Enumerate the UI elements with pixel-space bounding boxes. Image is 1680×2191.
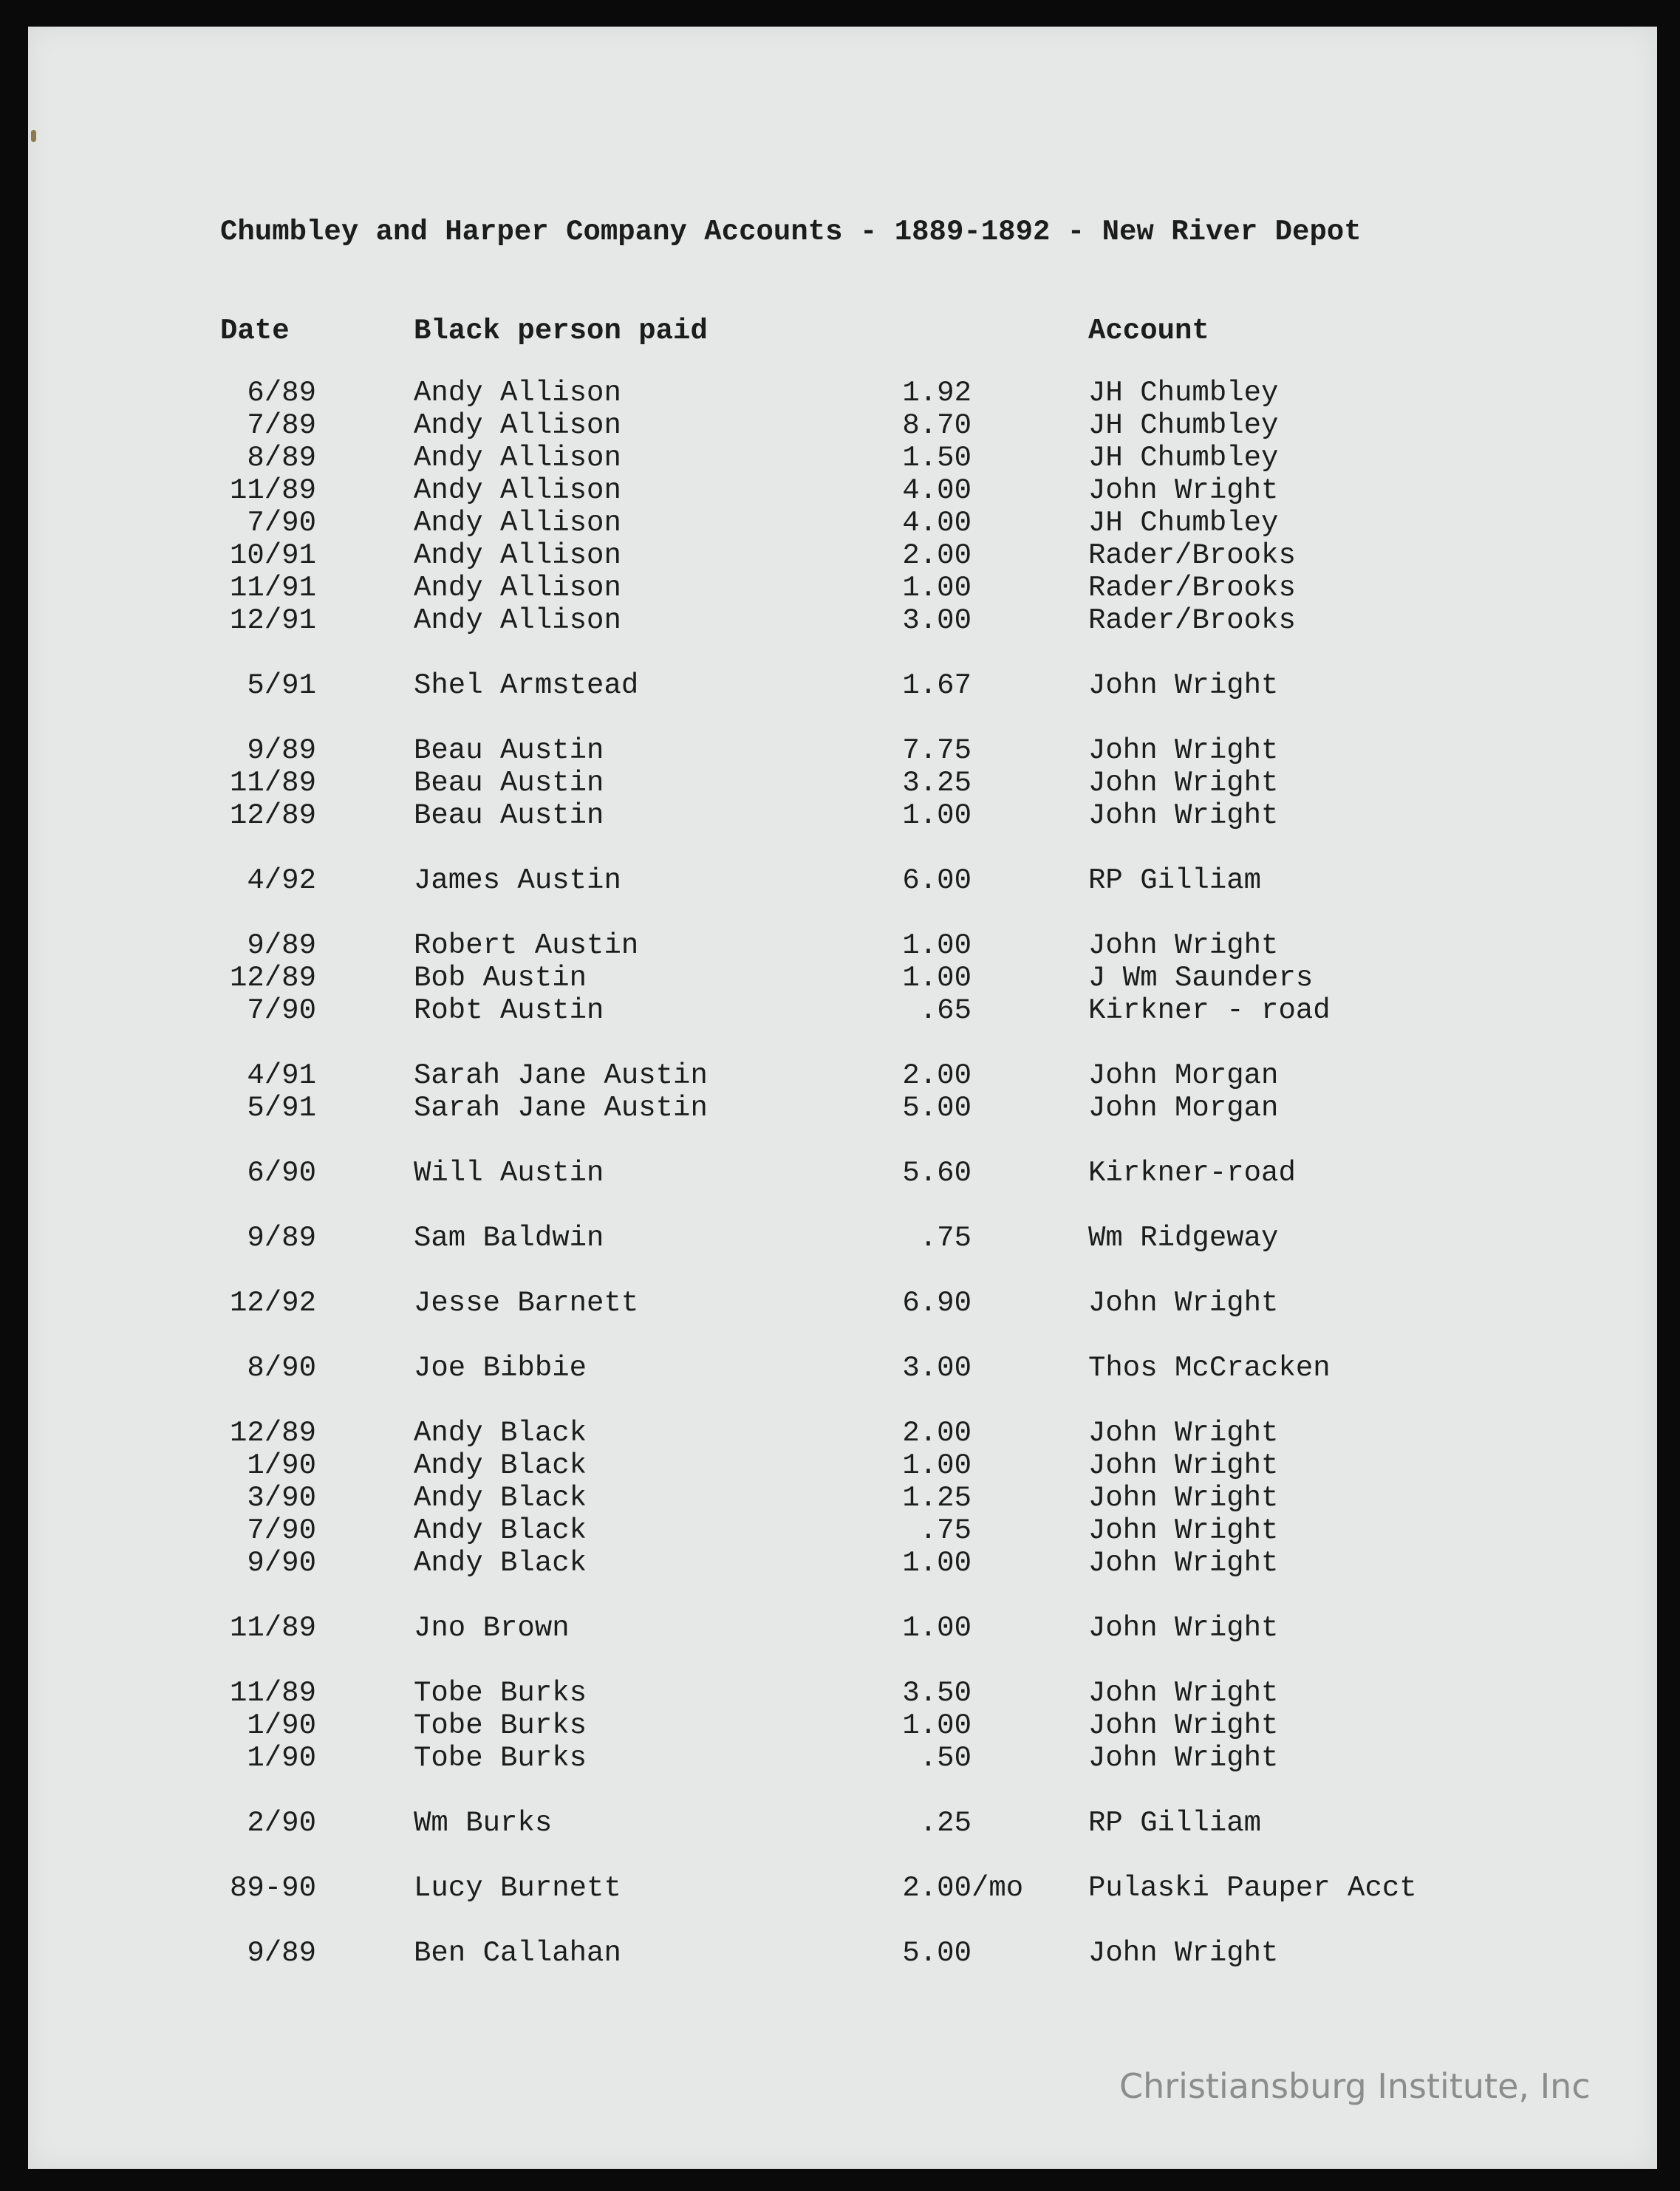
- entry-amount: 1.50: [902, 442, 972, 474]
- entry-amount: 2.00: [902, 1417, 972, 1449]
- entry-date: 9/89: [247, 1222, 316, 1254]
- ledger-entries: [0, 377, 1680, 1969]
- header-date: Date: [220, 315, 290, 347]
- entry-date: 1/90: [247, 1449, 316, 1482]
- entry-date: 11/89: [229, 1612, 316, 1644]
- entry-amount: 1.92: [902, 377, 972, 409]
- entry-amount: 6.90: [902, 1287, 972, 1319]
- header-account: Account: [1088, 315, 1209, 347]
- ledger-row: [0, 1449, 1680, 1482]
- ledger-row: [0, 539, 1680, 572]
- entry-person: Sam Baldwin: [414, 1222, 604, 1254]
- entry-account: JH Chumbley: [1088, 409, 1279, 442]
- entry-date: 12/89: [229, 962, 316, 994]
- entry-amount: 1.67: [902, 669, 972, 702]
- entry-amount: 5.00: [902, 1937, 972, 1969]
- entry-person: Robert Austin: [414, 929, 639, 962]
- entry-amount: 8.70: [902, 409, 972, 442]
- entry-person: Jesse Barnett: [414, 1287, 639, 1319]
- entry-person: James Austin: [414, 864, 621, 897]
- entry-account: John Wright: [1088, 1449, 1279, 1482]
- entry-person: Joe Bibbie: [414, 1352, 587, 1384]
- entry-date: 11/89: [229, 1677, 316, 1709]
- entry-person: Jno Brown: [414, 1612, 570, 1644]
- entry-account: John Wright: [1088, 1742, 1279, 1774]
- entry-account: J Wm Saunders: [1088, 962, 1314, 994]
- ledger-row: [0, 377, 1680, 409]
- entry-person: Andy Allison: [414, 572, 621, 604]
- entry-person: Andy Black: [414, 1449, 587, 1482]
- ledger-row: [0, 1872, 1680, 1904]
- entry-account: Rader/Brooks: [1088, 604, 1296, 637]
- ledger-row: [0, 864, 1680, 897]
- entry-account: John Wright: [1088, 929, 1279, 962]
- entry-account: JH Chumbley: [1088, 442, 1279, 474]
- entry-account: Rader/Brooks: [1088, 572, 1296, 604]
- entry-person: Tobe Burks: [414, 1742, 587, 1774]
- entry-person: Andy Allison: [414, 604, 621, 637]
- entry-amount: .50: [919, 1742, 972, 1774]
- watermark: Christiansburg Institute, Inc: [1119, 2066, 1591, 2106]
- entry-date: 4/92: [247, 864, 316, 897]
- entry-date: 6/89: [247, 377, 316, 409]
- entry-person: Andy Allison: [414, 507, 621, 539]
- ledger-row: [0, 474, 1680, 507]
- entry-account: JH Chumbley: [1088, 507, 1279, 539]
- entry-amount: 3.25: [902, 767, 972, 799]
- header-person: Black person paid: [414, 315, 708, 347]
- ledger-row: [0, 1059, 1680, 1092]
- entry-person: Lucy Burnett: [414, 1872, 621, 1904]
- entry-date: 12/89: [229, 799, 316, 832]
- entry-date: 7/90: [247, 994, 316, 1027]
- entry-amount: .75: [919, 1222, 972, 1254]
- entry-account: John Morgan: [1088, 1059, 1279, 1092]
- entry-amount: 1.00: [902, 1547, 972, 1579]
- entry-date: 12/91: [229, 604, 316, 637]
- entry-date: 11/89: [229, 474, 316, 507]
- entry-amount: .25: [919, 1807, 972, 1839]
- entry-person: Andy Black: [414, 1547, 587, 1579]
- entry-date: 9/89: [247, 929, 316, 962]
- entry-date: 1/90: [247, 1709, 316, 1742]
- entry-person: Bob Austin: [414, 962, 587, 994]
- ledger-row: [0, 1514, 1680, 1547]
- ledger-row: [0, 1742, 1680, 1774]
- entry-date: 1/90: [247, 1742, 316, 1774]
- ledger-row: [0, 604, 1680, 637]
- entry-date: 7/89: [247, 409, 316, 442]
- entry-date: 8/89: [247, 442, 316, 474]
- entry-person: Tobe Burks: [414, 1677, 587, 1709]
- entry-date: 4/91: [247, 1059, 316, 1092]
- entry-person: Beau Austin: [414, 734, 604, 767]
- ledger-row: [0, 994, 1680, 1027]
- entry-date: 6/90: [247, 1157, 316, 1189]
- entry-account: Pulaski Pauper Acct: [1088, 1872, 1417, 1904]
- ledger-row: [0, 669, 1680, 702]
- ledger-row: [0, 929, 1680, 962]
- ledger-row: [0, 1157, 1680, 1189]
- entry-date: 7/90: [247, 1514, 316, 1547]
- entry-date: 8/90: [247, 1352, 316, 1384]
- entry-person: Tobe Burks: [414, 1709, 587, 1742]
- entry-person: Sarah Jane Austin: [414, 1059, 708, 1092]
- entry-amount: 1.00: [902, 572, 972, 604]
- entry-amount: 2.00: [902, 1872, 972, 1904]
- ledger-row: [0, 1677, 1680, 1709]
- entry-amount: 6.00: [902, 864, 972, 897]
- entry-date: 5/91: [247, 1092, 316, 1124]
- entry-person: Beau Austin: [414, 767, 604, 799]
- ledger-row: [0, 962, 1680, 994]
- entry-amount: 5.60: [902, 1157, 972, 1189]
- entry-amount: 1.00: [902, 1612, 972, 1644]
- entry-person: Ben Callahan: [414, 1937, 621, 1969]
- entry-date: 12/92: [229, 1287, 316, 1319]
- ledger-row: [0, 799, 1680, 832]
- entry-amount: .65: [919, 994, 972, 1027]
- entry-account: JH Chumbley: [1088, 377, 1279, 409]
- entry-account: Kirkner - road: [1088, 994, 1331, 1027]
- ledger-row: [0, 1092, 1680, 1124]
- entry-amount-suffix: /mo: [972, 1872, 1024, 1904]
- entry-account: John Wright: [1088, 1514, 1279, 1547]
- entry-date: 5/91: [247, 669, 316, 702]
- entry-person: Will Austin: [414, 1157, 604, 1189]
- entry-person: Wm Burks: [414, 1807, 553, 1839]
- entry-account: John Wright: [1088, 1709, 1279, 1742]
- entry-account: John Wright: [1088, 734, 1279, 767]
- paper-speck: [31, 130, 36, 142]
- entry-person: Andy Black: [414, 1482, 587, 1514]
- ledger-row: [0, 1417, 1680, 1449]
- entry-amount: 5.00: [902, 1092, 972, 1124]
- entry-account: John Wright: [1088, 1287, 1279, 1319]
- entry-date: 12/89: [229, 1417, 316, 1449]
- entry-account: John Wright: [1088, 1417, 1279, 1449]
- entry-account: John Wright: [1088, 1677, 1279, 1709]
- entry-person: Andy Black: [414, 1514, 587, 1547]
- entry-amount: 4.00: [902, 507, 972, 539]
- entry-amount: 7.75: [902, 734, 972, 767]
- entry-date: 11/91: [229, 572, 316, 604]
- ledger-row: [0, 409, 1680, 442]
- ledger-row: [0, 734, 1680, 767]
- entry-amount: 4.00: [902, 474, 972, 507]
- ledger-row: [0, 1709, 1680, 1742]
- entry-account: John Wright: [1088, 669, 1279, 702]
- ledger-row: [0, 1807, 1680, 1839]
- entry-amount: 3.00: [902, 1352, 972, 1384]
- entry-account: John Morgan: [1088, 1092, 1279, 1124]
- entry-amount: 2.00: [902, 1059, 972, 1092]
- entry-date: 9/90: [247, 1547, 316, 1579]
- entry-amount: 2.00: [902, 539, 972, 572]
- entry-person: Andy Black: [414, 1417, 587, 1449]
- entry-date: 11/89: [229, 767, 316, 799]
- entry-person: Andy Allison: [414, 474, 621, 507]
- entry-person: Robt Austin: [414, 994, 604, 1027]
- entry-person: Andy Allison: [414, 539, 621, 572]
- entry-account: Kirkner-road: [1088, 1157, 1296, 1189]
- entry-amount: 3.00: [902, 604, 972, 637]
- entry-account: John Wright: [1088, 1612, 1279, 1644]
- entry-amount: 1.00: [902, 1449, 972, 1482]
- entry-account: Rader/Brooks: [1088, 539, 1296, 572]
- entry-person: Andy Allison: [414, 442, 621, 474]
- entry-date: 10/91: [229, 539, 316, 572]
- ledger-row: [0, 572, 1680, 604]
- ledger-row: [0, 1937, 1680, 1969]
- entry-person: Andy Allison: [414, 377, 621, 409]
- ledger-row: [0, 507, 1680, 539]
- entry-account: John Wright: [1088, 474, 1279, 507]
- entry-person: Sarah Jane Austin: [414, 1092, 708, 1124]
- entry-person: Beau Austin: [414, 799, 604, 832]
- entry-person: Shel Armstead: [414, 669, 639, 702]
- ledger-row: [0, 1287, 1680, 1319]
- entry-account: John Wright: [1088, 767, 1279, 799]
- entry-amount: 3.50: [902, 1677, 972, 1709]
- entry-amount: 1.00: [902, 799, 972, 832]
- ledger-row: [0, 1547, 1680, 1579]
- document-title: Chumbley and Harper Company Accounts - 1889-1892 - New River Depot: [220, 216, 1362, 248]
- ledger-row: [0, 442, 1680, 474]
- entry-person: Andy Allison: [414, 409, 621, 442]
- ledger-row: [0, 767, 1680, 799]
- entry-account: RP Gilliam: [1088, 864, 1262, 897]
- entry-date: 2/90: [247, 1807, 316, 1839]
- entry-amount: 1.00: [902, 962, 972, 994]
- entry-date: 89-90: [229, 1872, 316, 1904]
- ledger-row: [0, 1222, 1680, 1254]
- ledger-row: [0, 1352, 1680, 1384]
- entry-date: 7/90: [247, 507, 316, 539]
- entry-account: John Wright: [1088, 1482, 1279, 1514]
- entry-account: Thos McCracken: [1088, 1352, 1331, 1384]
- entry-amount: .75: [919, 1514, 972, 1547]
- entry-amount: 1.25: [902, 1482, 972, 1514]
- entry-date: 3/90: [247, 1482, 316, 1514]
- entry-account: John Wright: [1088, 799, 1279, 832]
- entry-account: John Wright: [1088, 1547, 1279, 1579]
- entry-date: 9/89: [247, 734, 316, 767]
- entry-account: Wm Ridgeway: [1088, 1222, 1279, 1254]
- ledger-row: [0, 1482, 1680, 1514]
- ledger-row: [0, 1612, 1680, 1644]
- entry-date: 9/89: [247, 1937, 316, 1969]
- entry-amount: 1.00: [902, 1709, 972, 1742]
- entry-account: RP Gilliam: [1088, 1807, 1262, 1839]
- entry-amount: 1.00: [902, 929, 972, 962]
- entry-account: John Wright: [1088, 1937, 1279, 1969]
